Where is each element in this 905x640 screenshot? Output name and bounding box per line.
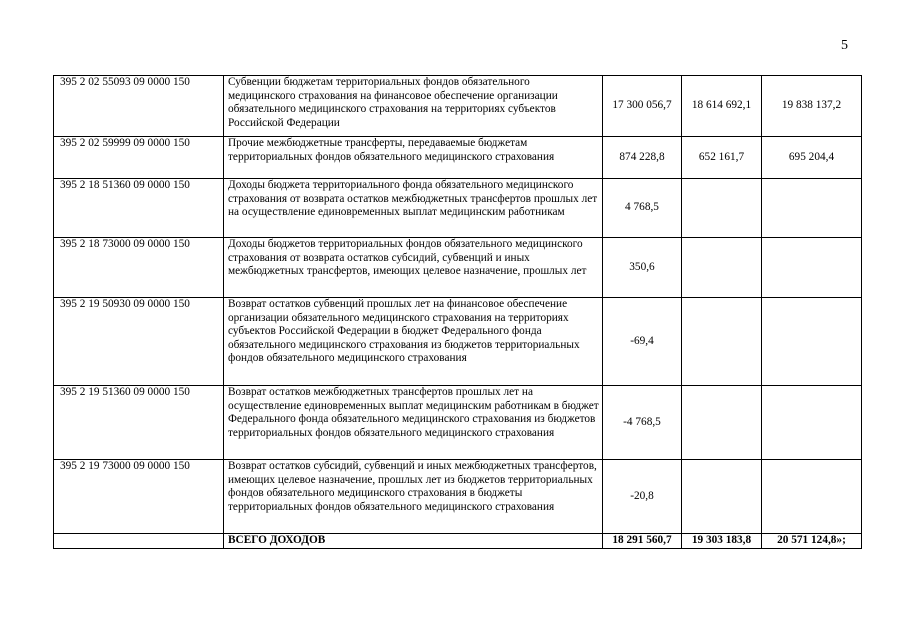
- table-row: [54, 298, 862, 386]
- budget-code-cell: 395 2 02 55093 09 0000 150: [54, 76, 224, 137]
- table-row: [54, 179, 862, 238]
- amount-year1-cell: -20,8: [603, 460, 682, 534]
- table-row: [54, 460, 862, 534]
- total-row: [54, 534, 862, 549]
- page-number: 5: [841, 38, 848, 53]
- amount-year1-cell: 4 768,5: [603, 179, 682, 238]
- description-cell: Возврат остатков субсидий, субвенций и иных межбюджетных трансфертов, имеющих целевое назначение, прошлых лет из бюджетов территориальных фондов обязательного медицинского страхования в бюджеты территориальных фондов обязательного медицинского страхования: [224, 460, 603, 534]
- amount-year3-cell: [762, 238, 862, 298]
- revenue-table: [53, 75, 862, 549]
- description-cell: Доходы бюджетов территориальных фондов обязательного медицинского страхования от возврата остатков субсидий, субвенций и иных межбюджетных трансфертов, имеющих целевое назначение, прошлых лет: [224, 238, 603, 298]
- total-code-cell: [54, 534, 224, 549]
- budget-code-cell: 395 2 18 51360 09 0000 150: [54, 179, 224, 238]
- amount-year3-cell: [762, 460, 862, 534]
- amount-year1-cell: -4 768,5: [603, 386, 682, 460]
- amount-year1-cell: 350,6: [603, 238, 682, 298]
- table-row: [54, 386, 862, 460]
- budget-code-cell: 395 2 02 59999 09 0000 150: [54, 137, 224, 179]
- amount-year2-cell: [682, 238, 762, 298]
- amount-year3-cell: 695 204,4: [762, 137, 862, 179]
- budget-code-cell: 395 2 19 50930 09 0000 150: [54, 298, 224, 386]
- amount-year3-cell: [762, 179, 862, 238]
- amount-year3-cell: [762, 386, 862, 460]
- total-year2-cell: 19 303 183,8: [682, 534, 762, 549]
- amount-year3-cell: [762, 298, 862, 386]
- amount-year1-cell: 874 228,8: [603, 137, 682, 179]
- amount-year1-cell: -69,4: [603, 298, 682, 386]
- total-year1-cell: 18 291 560,7: [603, 534, 682, 549]
- amount-year2-cell: [682, 386, 762, 460]
- amount-year2-cell: [682, 460, 762, 534]
- table-row: [54, 137, 862, 179]
- amount-year1-cell: 17 300 056,7: [603, 76, 682, 137]
- budget-code-cell: 395 2 19 73000 09 0000 150: [54, 460, 224, 534]
- amount-year2-cell: [682, 298, 762, 386]
- amount-year2-cell: [682, 179, 762, 238]
- table-row: [54, 76, 862, 137]
- amount-year2-cell: 18 614 692,1: [682, 76, 762, 137]
- description-cell: Доходы бюджета территориального фонда обязательного медицинского страхования от возврата остатков межбюджетных трансфертов прошлых лет на осуществление единовременных выплат медицинским работникам: [224, 179, 603, 238]
- table-row: [54, 238, 862, 298]
- budget-code-cell: 395 2 19 51360 09 0000 150: [54, 386, 224, 460]
- amount-year2-cell: 652 161,7: [682, 137, 762, 179]
- total-label: ВСЕГО ДОХОДОВ: [224, 534, 603, 549]
- description-cell: Прочие межбюджетные трансферты, передаваемые бюджетам территориальных фондов обязательного медицинского страхования: [224, 137, 603, 179]
- budget-code-cell: 395 2 18 73000 09 0000 150: [54, 238, 224, 298]
- description-cell: Возврат остатков субвенций прошлых лет на финансовое обеспечение организации обязательного медицинского страхования на территориях субъектов Российской Федерации в бюджет Федерального фонда обязательного медицинского страхования из бюджетов территориальных фондов обязательного медицинского страхования: [224, 298, 603, 386]
- total-year3-cell: 20 571 124,8»;: [762, 534, 862, 549]
- amount-year3-cell: 19 838 137,2: [762, 76, 862, 137]
- description-cell: Субвенции бюджетам территориальных фондов обязательного медицинского страхования на финансовое обеспечение организации обязательного медицинского страхования на территориях субъектов Российской Федерации: [224, 76, 603, 137]
- description-cell: Возврат остатков межбюджетных трансфертов прошлых лет на осуществление единовременных выплат медицинским работникам в бюджет Федерального фонда обязательного медицинского страхования из бюджетов территориальных фондов обязательного медицинского страхования: [224, 386, 603, 460]
